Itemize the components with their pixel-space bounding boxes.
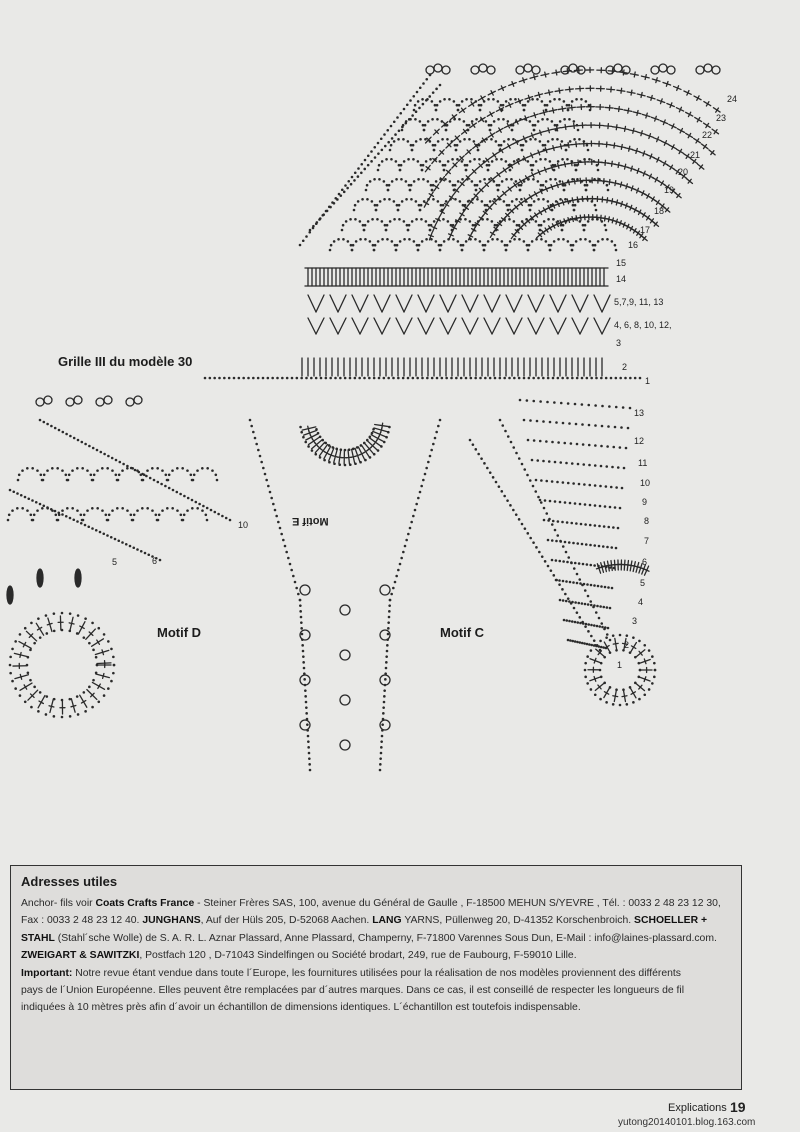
row-number: 18 (654, 206, 665, 216)
watermark: yutong20140101.blog.163.com (618, 1117, 756, 1128)
motif-e-label: Motif E (292, 515, 329, 527)
motif-c-label: Motif C (440, 625, 485, 640)
row-number: 6 (642, 557, 648, 567)
row-number: 3 (632, 616, 638, 626)
row-number: 4, 6, 8, 10, 12, (614, 320, 672, 330)
row-number: 24 (727, 94, 738, 104)
row-number: 17 (640, 225, 651, 235)
motif-d-label: Motif D (157, 625, 202, 640)
row-number: 11 (638, 458, 648, 468)
row-number: 14 (616, 274, 627, 284)
row-number: 1 (645, 376, 651, 386)
grid-title: Grille III du modèle 30 (58, 354, 193, 369)
addresses-title: Adresses utiles (21, 874, 118, 889)
row-number: 22 (702, 130, 713, 140)
addresses-box (10, 865, 742, 1090)
row-number: 2 (624, 640, 630, 650)
page-number: 19 (730, 1099, 746, 1115)
row-number: 12 (634, 436, 645, 446)
footer-section: Explications (668, 1102, 727, 1114)
row-number: 4 (638, 597, 644, 607)
row-number: 7 (644, 536, 650, 546)
row-number: 2 (622, 362, 628, 372)
addresses-text: Anchor- fils voir Coats Crafts France - Steiner Frères SAS, 100, avenue du Général de Gaulle , F-18500 MEHUN S/YEVRE , Tél. : 0033 2 48 23 12 30, Fax : 0033 2 48 23 12 40. JUNGHANS, Auf der Hüls 205, D-52068 Aachen. LANG YARNS, Püllenweg 20, D-41352 Korschenbroich. SCHOELLER + STAHL (Stahl´sche Wolle) de S. A. R. L. Aznar Plassard, Anne Plassard, Champerny, F-71800 Varennes Sous Dun, E-Mail : info@laines-plassard.com. ZWEIGART & SAWITZKI, Postfach 120 , D-71043 Sindelfingen ou Société brodart, 249, rue de Faubourg, F-59010 Lille. Important: Notre revue étant vendue dans toute l´Europe, les fournitures utilisées pour la réalisation de nos modèles proviennent des différents pays de l´Union Européenne. Elles peuvent être remplacées par d´autres marques. Dans ce cas, il est conseillé de respecter les longueurs de fil indiquées à 10 mètres près afin d´avoir un échantillon de dimensions identiques. L´échantillon est toutefois indispensable. (21, 898, 721, 1014)
row-number: 16 (628, 240, 639, 250)
row-number: 19 (664, 185, 675, 195)
row-number: 20 (678, 167, 689, 177)
row-number: 21 (690, 150, 701, 160)
row-number: 15 (616, 258, 627, 268)
row-number: 9 (642, 497, 648, 507)
row-number: 5,7,9, 11, 13 (614, 297, 664, 307)
row-number: 6 (152, 556, 158, 566)
row-number: 5 (640, 578, 646, 588)
row-number: 10 (238, 520, 249, 530)
row-number: 8 (644, 516, 650, 526)
row-number: 23 (716, 113, 727, 123)
row-number: 5 (112, 557, 118, 567)
row-number: 1 (617, 660, 623, 670)
row-number: 10 (640, 478, 651, 488)
row-number: 13 (634, 408, 645, 418)
row-number: 3 (616, 338, 622, 348)
